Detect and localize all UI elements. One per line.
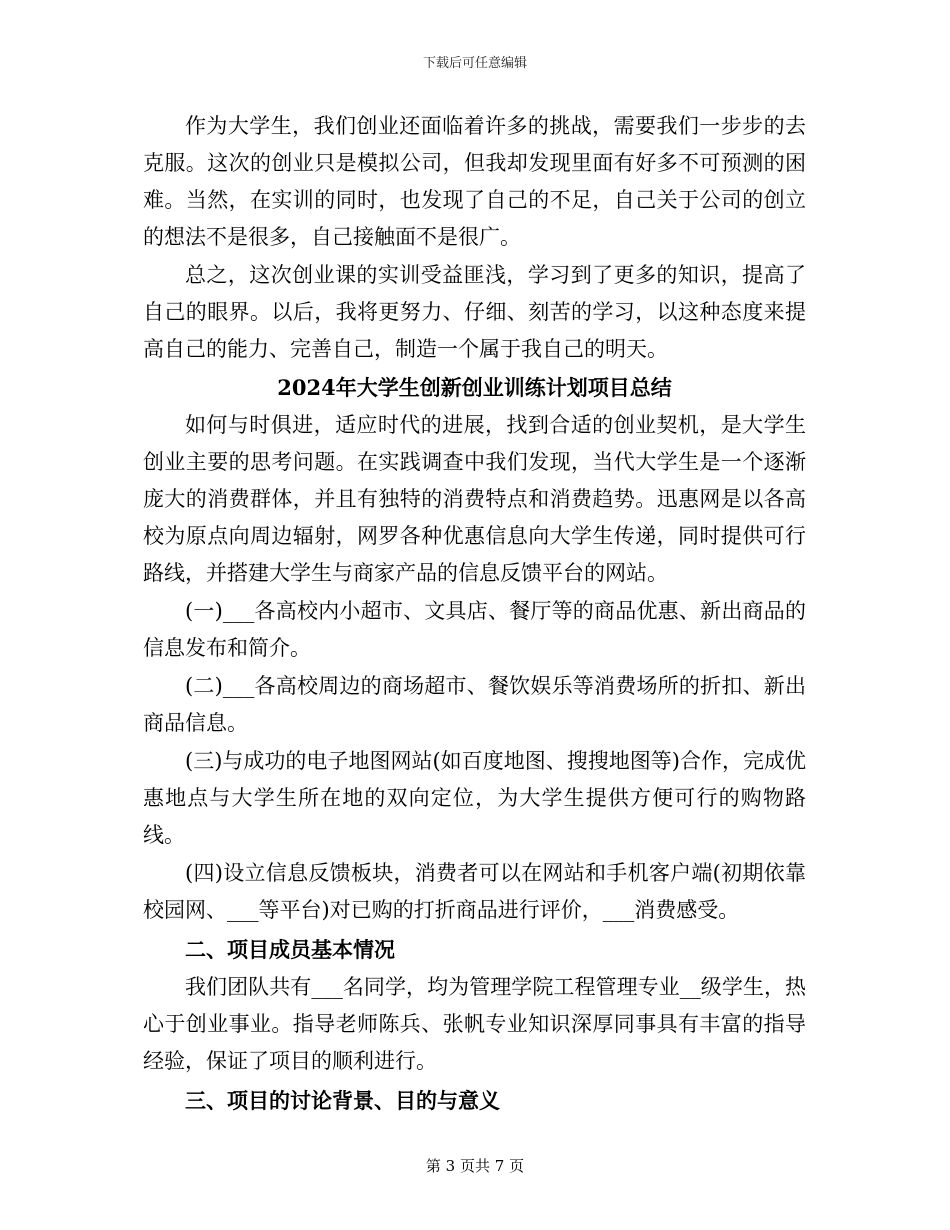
page-footer: 第 3 页共 7 页	[425, 1157, 525, 1175]
heading-members: 二、项目成员基本情况	[185, 937, 395, 962]
list-item-3: (三)与成功的电子地图网站(如百度地图、搜搜地图等)合作，完成优惠地点与大学生所在地的双向定位，为大学生提供方便可行的购物路线。	[143, 749, 806, 847]
section-title: 2024年大学生创新创业训练计划项目总结	[277, 375, 672, 400]
page-header: 下载后可任意编辑	[422, 56, 527, 71]
paragraph-summary: 总之，这次创业课的实训受益匪浅，学习到了更多的知识，提高了自己的眼界。以后，我将更努力、仔细、刻苦的学习，以这种态度来提高自己的能力、完善自己，制造一个属于我自己的明天。	[143, 263, 806, 361]
list-item-4: (四)设立信息反馈板块，消费者可以在网站和手机客户端(初期依靠校园网、___等平台)对已购的打折商品进行评价，___消费感受。	[143, 861, 806, 922]
heading-background: 三、项目的讨论背景、目的与意义	[185, 1088, 500, 1113]
list-item-1: (一)___各高校内小超市、文具店、餐厅等的商品优惠、新出商品的信息发布和简介。	[143, 599, 806, 660]
list-item-2: (二)___各高校周边的商场超市、餐饮娱乐等消费场所的折扣、新出商品信息。	[143, 674, 806, 735]
document-body	[143, 108, 806, 1120]
paragraph-challenges: 作为大学生，我们创业还面临着许多的挑战，需要我们一步步的去克服。这次的创业只是模拟公司，但我却发现里面有好多不可预测的困难。当然，在实训的同时，也发现了自己的不足，自己关于公司的创立的想法不是很多，自己接触面不是很广。	[143, 114, 806, 249]
paragraph-members: 我们团队共有___名同学，均为管理学院工程管理专业__级学生，热心于创业事业。指导老师陈兵、张帆专业知识深厚同事具有丰富的指导经验，保证了项目的顺利进行。	[143, 975, 806, 1073]
paragraph-intro: 如何与时俱进，适应时代的进展，找到合适的创业契机，是大学生创业主要的思考问题。在实践调查中我们发现，当代大学生是一个逐渐庞大的消费群体，并且有独特的消费特点和消费趋势。迅惠网是以各高校为原点向周边辐射，网罗各种优惠信息向大学生传递，同时提供可行路线，并搭建大学生与商家产品的信息反馈平台的网站。	[143, 413, 806, 585]
